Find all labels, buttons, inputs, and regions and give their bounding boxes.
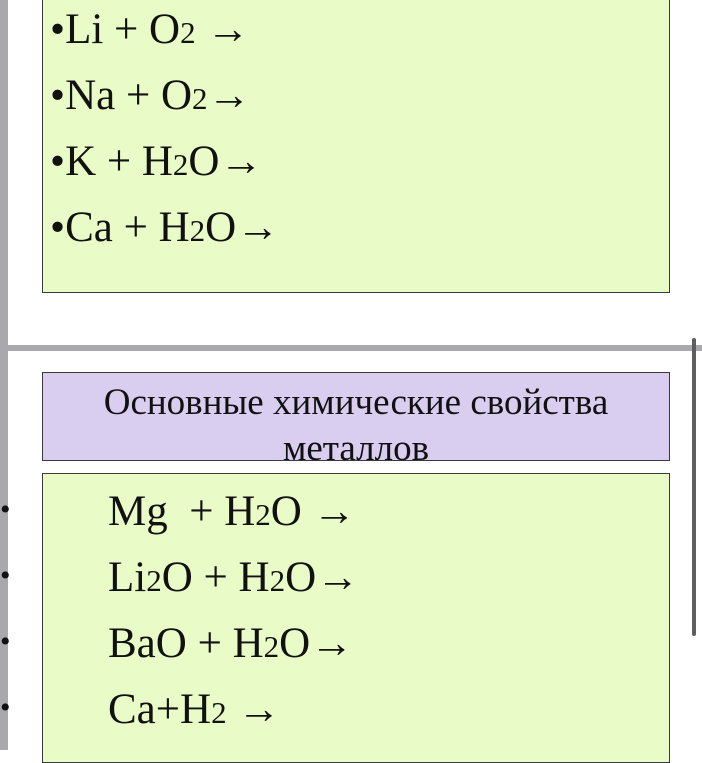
slide-title: Основные химические свойства металлов <box>103 382 609 469</box>
reaction-ca-h2o: •Ca + H2O→ <box>50 204 280 251</box>
reaction-li-o2: •Li + O2 → <box>50 6 250 53</box>
bullet-3: • <box>0 625 11 658</box>
reaction-bao-h2o: BaO + H2O→ <box>108 620 354 667</box>
scrollbar-thumb[interactable] <box>692 338 696 636</box>
bullet-2: • <box>0 559 11 592</box>
reaction-mg-h2o: Mg + H2O → <box>108 488 356 535</box>
reaction-k-h2o: •K + H2O→ <box>50 138 263 185</box>
reaction-na-o2: •Na + O2→ <box>50 72 251 119</box>
reaction-ca-h2: Ca+H2 → <box>108 686 281 733</box>
reaction-li2o-h2o: Li2O + H2O→ <box>108 554 360 601</box>
slide-separator <box>0 345 702 351</box>
bullet-1: • <box>0 493 11 526</box>
bullet-4: • <box>0 691 11 724</box>
